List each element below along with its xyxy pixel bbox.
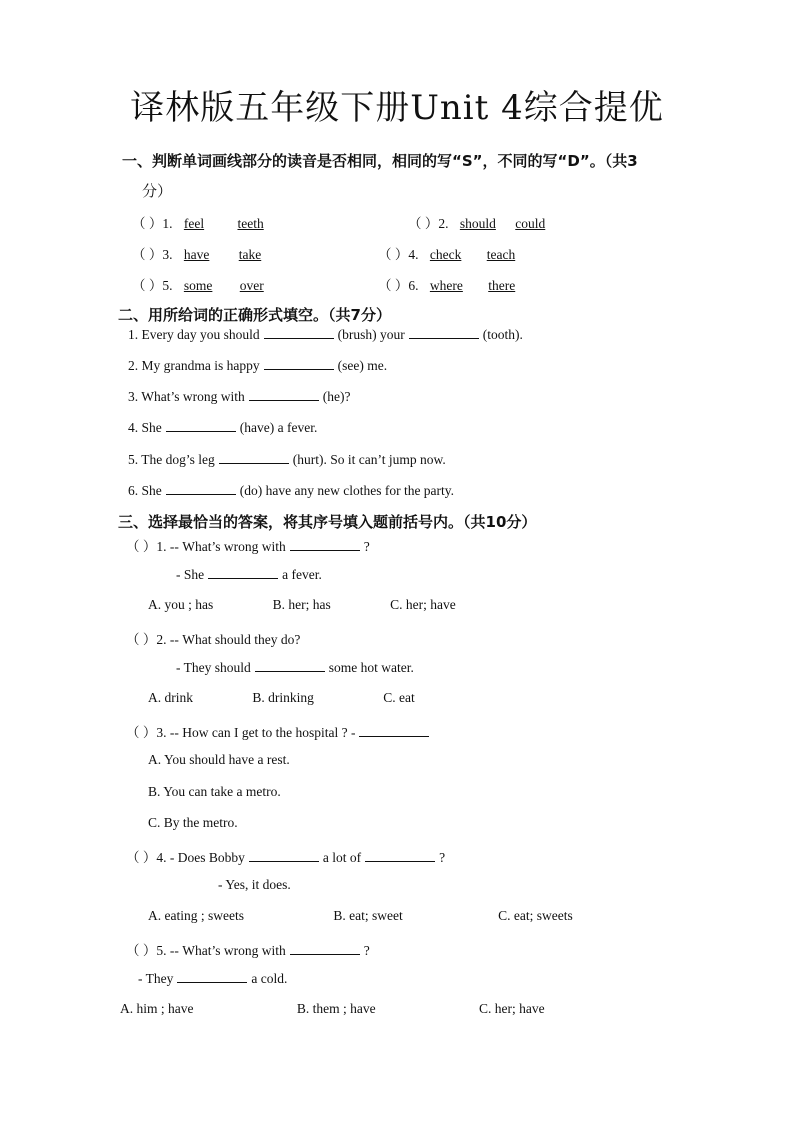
s2-q1: [128, 326, 523, 343]
answer-blank[interactable]: [166, 419, 236, 432]
word-a: should: [459, 216, 496, 231]
answer-blank[interactable]: [264, 357, 334, 370]
section2-heading: 二、用所给词的正确形式填空。（共7分）: [118, 306, 391, 324]
s3-q2-response: [176, 659, 414, 676]
s2-q3: [128, 388, 350, 405]
q-text: a cold.: [251, 971, 288, 986]
word-a: some: [183, 278, 213, 293]
q-text: （ ）5. -- What’s wrong with: [126, 943, 286, 958]
answer-blank[interactable]: [409, 326, 479, 339]
answer-blank[interactable]: [219, 451, 289, 464]
s1-item-5: [132, 274, 264, 294]
s1-item-2: [408, 212, 545, 232]
section3-heading: 三、选择最恰当的答案，将其序号填入题前括号内。（共10分）: [118, 513, 537, 531]
word-b: teach: [486, 247, 516, 262]
answer-paren[interactable]: （ ）6.: [378, 278, 419, 293]
s3-q5-response: [138, 970, 287, 987]
answer-paren[interactable]: （ ）4.: [378, 247, 419, 262]
option-a[interactable]: A. him ; have: [120, 1001, 194, 1016]
page-title: 译林版五年级下册Unit 4综合提优: [130, 88, 664, 128]
s3-q3-stem: [126, 721, 433, 741]
s2-q4: [128, 419, 317, 436]
answer-paren[interactable]: （ ）1.: [132, 216, 173, 231]
q-text: a lot of: [322, 850, 362, 865]
q-text: (he)?: [322, 389, 351, 404]
option-a[interactable]: A. eating ; sweets: [148, 908, 244, 923]
q-text: （ ）3. -- How can I get to the hospital ? -: [126, 725, 356, 740]
answer-blank[interactable]: [264, 326, 334, 339]
s3-q1-options: [148, 597, 456, 613]
s1-item-4: [378, 243, 515, 263]
answer-blank[interactable]: [177, 970, 247, 983]
q-text: 2. My grandma is happy: [128, 358, 260, 373]
s3-q4-options: [148, 908, 573, 924]
option-c[interactable]: C. her; have: [390, 597, 456, 612]
section1-heading-cont: 分）: [142, 182, 173, 200]
s3-q5-options: [120, 1001, 545, 1017]
answer-paren[interactable]: （ ）2.: [408, 216, 449, 231]
s3-q4-response: - Yes, it does.: [218, 877, 291, 892]
answer-blank[interactable]: [359, 724, 429, 737]
q-text: (have) a fever.: [239, 420, 318, 435]
q-text: (brush) your: [337, 327, 405, 342]
s3-q4-stem: [126, 846, 445, 866]
option-c[interactable]: C. eat; sweets: [498, 908, 573, 923]
answer-paren[interactable]: （ ）3.: [132, 247, 173, 262]
q-text: ?: [439, 850, 446, 865]
answer-paren[interactable]: （ ）5.: [132, 278, 173, 293]
answer-blank[interactable]: [249, 388, 319, 401]
word-b: teeth: [237, 216, 264, 231]
q-text: 6. She: [128, 483, 162, 498]
answer-blank[interactable]: [290, 538, 360, 551]
s1-item-1: [132, 212, 264, 232]
s3-q1-stem: [126, 535, 370, 555]
q-text: （ ）4. - Does Bobby: [126, 850, 245, 865]
q-text: （ ）1. -- What’s wrong with: [126, 539, 286, 554]
section1-heading: 一、判断单词画线部分的读音是否相同，相同的写“S”，不同的写“D”。（共3: [122, 152, 638, 170]
q-text: ?: [363, 539, 370, 554]
q-text: (do) have any new clothes for the party.: [239, 483, 455, 498]
q-text: - They: [138, 971, 174, 986]
s3-q2-options: [148, 690, 415, 706]
option-b[interactable]: B. drinking: [252, 690, 314, 705]
option-b[interactable]: B. eat; sweet: [333, 908, 403, 923]
answer-blank[interactable]: [255, 659, 325, 672]
q-text: 5. The dog’s leg: [128, 452, 215, 467]
q-text: 3. What’s wrong with: [128, 389, 245, 404]
answer-blank[interactable]: [365, 849, 435, 862]
word-a: where: [429, 278, 463, 293]
q-text: - They should: [176, 660, 251, 675]
s3-q2-stem: [126, 628, 300, 648]
option-c[interactable]: C. her; have: [478, 1001, 545, 1016]
s3-q3-option-c[interactable]: C. By the metro.: [148, 815, 238, 830]
q-text: 1. Every day you should: [128, 327, 260, 342]
word-a: feel: [183, 216, 205, 231]
option-b[interactable]: B. them ; have: [296, 1001, 376, 1016]
word-a: have: [183, 247, 210, 262]
q-text: 4. She: [128, 420, 162, 435]
word-b: take: [238, 247, 262, 262]
s3-q3-option-a[interactable]: A. You should have a rest.: [148, 752, 290, 767]
word-a: check: [429, 247, 462, 262]
q-text: ?: [363, 943, 370, 958]
s1-item-3: [132, 243, 261, 263]
answer-blank[interactable]: [290, 942, 360, 955]
q-text: (see) me.: [337, 358, 388, 373]
answer-blank[interactable]: [166, 482, 236, 495]
s1-item-6: [378, 274, 515, 294]
s3-q3-option-b[interactable]: B. You can take a metro.: [148, 784, 281, 799]
q-text: - She: [176, 567, 205, 582]
q-text: （ ）2. -- What should they do?: [126, 632, 301, 647]
word-b: there: [488, 278, 516, 293]
q-text: (tooth).: [482, 327, 523, 342]
option-c[interactable]: C. eat: [383, 690, 415, 705]
option-a[interactable]: A. you ; has: [148, 597, 214, 612]
word-b: over: [239, 278, 264, 293]
option-b[interactable]: B. her; has: [272, 597, 331, 612]
s3-q5-stem: [126, 939, 370, 959]
q-text: (hurt). So it can’t jump now.: [292, 452, 446, 467]
answer-blank[interactable]: [249, 849, 319, 862]
s2-q2: [128, 357, 387, 374]
answer-blank[interactable]: [208, 566, 278, 579]
word-b: could: [515, 216, 546, 231]
s2-q6: [128, 482, 454, 499]
q-text: a fever.: [282, 567, 322, 582]
s3-q1-response: [176, 566, 322, 583]
option-a[interactable]: A. drink: [148, 690, 193, 705]
q-text: some hot water.: [328, 660, 414, 675]
s2-q5: [128, 451, 446, 468]
